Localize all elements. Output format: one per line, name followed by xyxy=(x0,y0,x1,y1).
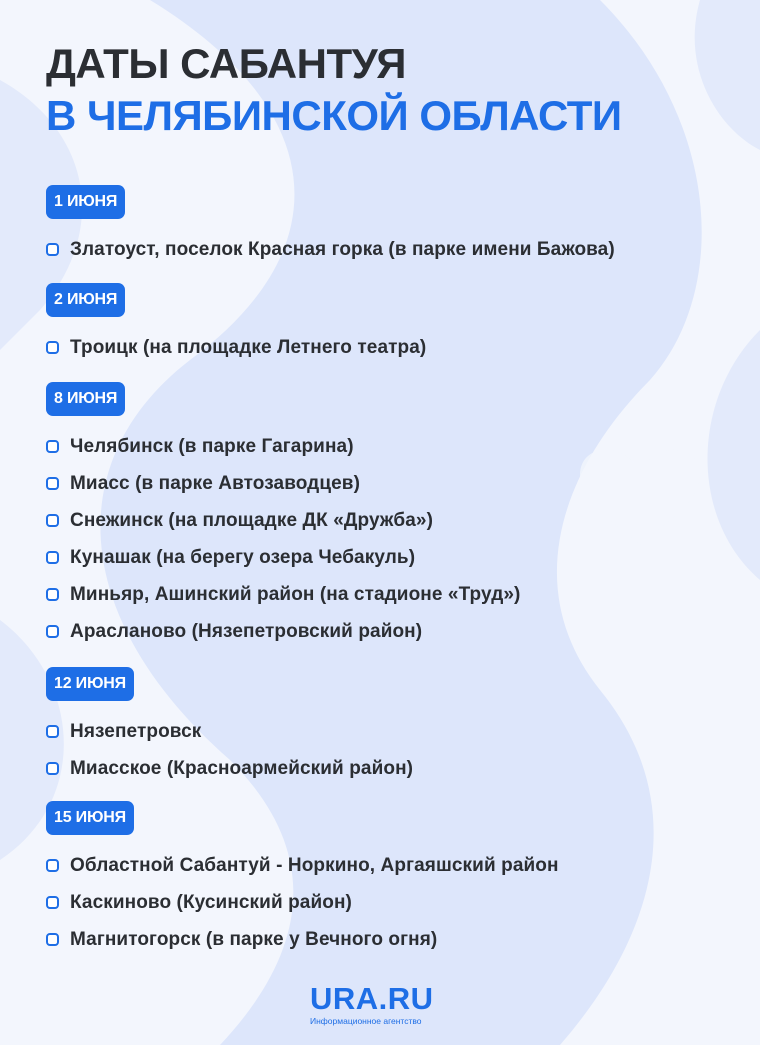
list-item xyxy=(46,576,726,613)
date-section xyxy=(46,382,726,650)
list-item xyxy=(46,329,726,366)
date-section xyxy=(46,801,726,958)
checkbox-icon xyxy=(46,896,59,909)
list-item xyxy=(46,884,726,921)
checkbox-icon xyxy=(46,933,59,946)
location-text: Арасланово (Нязепетровский район) xyxy=(70,620,423,642)
date-section xyxy=(46,667,726,787)
checkbox-icon xyxy=(46,341,59,354)
page-title-line2: В ЧЕЛЯБИНСКОЙ ОБЛАСТИ xyxy=(46,92,622,139)
location-text: Областной Сабантуй - Норкино, Аргаяшский район xyxy=(70,854,559,876)
checkbox-icon xyxy=(46,625,59,638)
list-item xyxy=(46,847,726,884)
location-text: Нязепетровск xyxy=(70,720,202,742)
list-item xyxy=(46,502,726,539)
date-badge: 2 ИЮНЯ xyxy=(46,283,125,317)
list-item xyxy=(46,465,726,502)
location-text: Магнитогорск (в парке у Вечного огня) xyxy=(70,928,438,950)
location-text: Кунашак (на берегу озера Чебакуль) xyxy=(70,546,416,568)
location-text: Миньяр, Ашинский район (на стадионе «Труд») xyxy=(70,583,521,605)
checkbox-icon xyxy=(46,440,59,453)
date-badge: 15 ИЮНЯ xyxy=(46,801,134,835)
logo-name: URA.RU xyxy=(310,981,434,1016)
location-text: Миасс (в парке Автозаводцев) xyxy=(70,472,360,494)
location-text: Челябинск (в парке Гагарина) xyxy=(70,435,354,457)
location-text: Златоуст, поселок Красная горка (в парке имени Бажова) xyxy=(70,238,615,260)
list-item xyxy=(46,713,726,750)
list-item xyxy=(46,750,726,787)
checkbox-icon xyxy=(46,514,59,527)
date-badge: 8 ИЮНЯ xyxy=(46,382,125,416)
logo-subtitle: Информационное агентство xyxy=(310,1016,422,1026)
location-text: Миасское (Красноармейский район) xyxy=(70,757,414,779)
checkbox-icon xyxy=(46,551,59,564)
checkbox-icon xyxy=(46,859,59,872)
checkbox-icon xyxy=(46,243,59,256)
list-item xyxy=(46,921,726,958)
list-item xyxy=(46,428,726,465)
ura-logo xyxy=(310,983,460,1026)
location-text: Троицк (на площадке Летнего театра) xyxy=(70,336,427,358)
location-text: Каскиново (Кусинский район) xyxy=(70,891,352,913)
date-badge: 1 ИЮНЯ xyxy=(46,185,125,219)
page-title-line1: ДАТЫ САБАНТУЯ xyxy=(46,40,406,87)
date-section xyxy=(46,283,726,366)
checkbox-icon xyxy=(46,588,59,601)
list-item xyxy=(46,231,726,268)
date-badge: 12 ИЮНЯ xyxy=(46,667,134,701)
list-item xyxy=(46,539,726,576)
checkbox-icon xyxy=(46,762,59,775)
list-item xyxy=(46,613,726,650)
location-text: Снежинск (на площадке ДК «Дружба») xyxy=(70,509,434,531)
date-section xyxy=(46,185,726,268)
checkbox-icon xyxy=(46,477,59,490)
checkbox-icon xyxy=(46,725,59,738)
